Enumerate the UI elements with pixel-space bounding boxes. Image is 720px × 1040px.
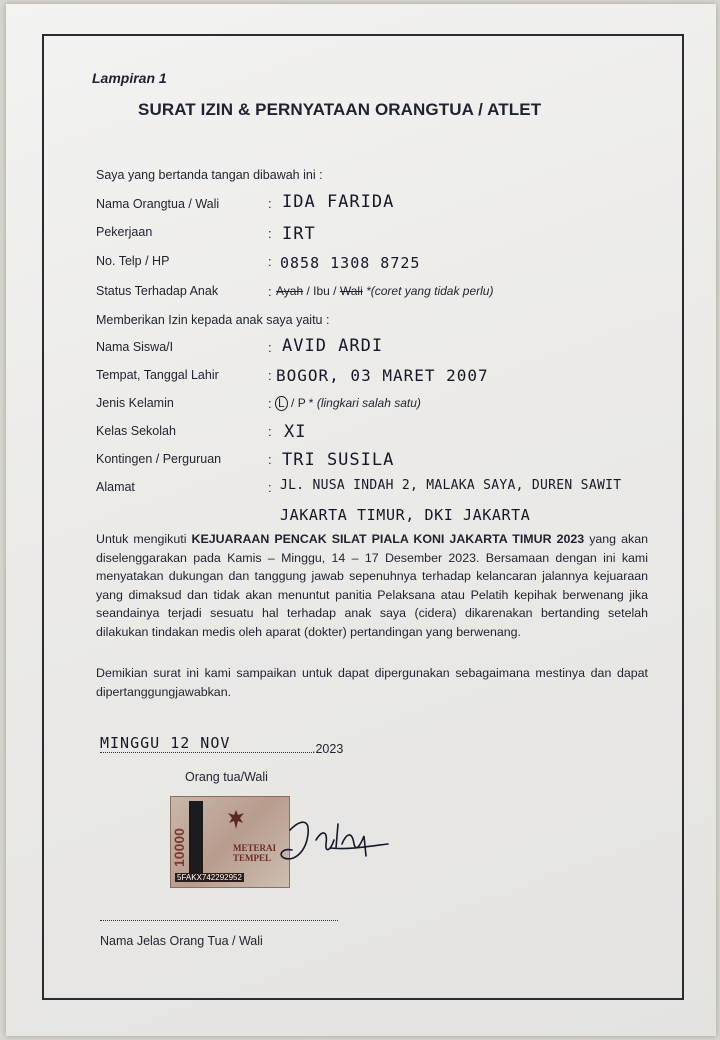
colon: : xyxy=(268,480,272,495)
separator: / xyxy=(329,284,340,298)
stamp-code: 5FAKX742292952 xyxy=(177,873,242,882)
colon: : xyxy=(268,254,272,269)
event-name: KEJUARAAN PENCAK SILAT PIALA KONI JAKARTA TIMUR 2023 xyxy=(191,532,585,546)
status-ayah: Ayah xyxy=(276,284,304,298)
contingent-label: Kontingen / Perguruan xyxy=(96,452,222,466)
phone-value: 0858 1308 8725 xyxy=(280,254,421,272)
colon: : xyxy=(268,226,272,241)
stamp-text-line-2: TEMPEL xyxy=(233,853,272,863)
address-line-1: JL. NUSA INDAH 2, MALAKA SAYA, DUREN SAWIT xyxy=(280,478,622,493)
intro-text: Saya yang bertanda tangan dibawah ini : xyxy=(96,168,323,182)
date-handwritten: MINGGU 12 NOV xyxy=(100,734,231,752)
occupation-label: Pekerjaan xyxy=(96,225,153,239)
signer-role: Orang tua/Wali xyxy=(185,770,268,784)
colon: : xyxy=(268,340,272,355)
gender-options xyxy=(275,396,421,411)
lampiran-label: Lampiran 1 xyxy=(92,70,167,86)
garuda-emblem-icon xyxy=(223,807,249,833)
name-dotted-line xyxy=(100,920,338,921)
document-title: SURAT IZIN & PERNYATAAN ORANGTUA / ATLET xyxy=(138,100,542,119)
status-label: Status Terhadap Anak xyxy=(96,284,219,298)
stamp-number: 10000 xyxy=(171,828,187,867)
colon: : xyxy=(268,452,272,467)
closing-paragraph xyxy=(96,664,648,701)
colon: : xyxy=(268,396,272,411)
stamp-security-bar xyxy=(189,801,203,879)
birth-label: Tempat, Tanggal Lahir xyxy=(96,368,219,382)
colon: : xyxy=(268,368,272,383)
phone-label: No. Telp / HP xyxy=(96,254,170,268)
gender-rest: / P * xyxy=(287,396,317,410)
contingent-value: TRI SUSILA xyxy=(282,450,395,470)
status-options xyxy=(276,284,493,298)
class-value: XI xyxy=(284,422,307,442)
student-name-label: Nama Siswa/I xyxy=(96,340,174,354)
parent-name-label: Nama Orangtua / Wali xyxy=(96,197,220,211)
occupation-value: IRT xyxy=(282,224,316,244)
birth-value: BOGOR, 03 MARET 2007 xyxy=(276,366,489,385)
body-rest: yang akan diselenggarakan pada Kamis – Minggu, 14 – 17 Desember 2023. Bersamaan dengan ini kami menyatakan dukungan dan tanggung jawab sepenuhnya terhadap kelancaran jalannya kejuaraan yang dimaksud dan tidak akan menuntut panitia Pelaksana atau Pelatih kepihak berwenang jika seandainya terjadi sesuatu hal terhadap anak saya (cidera) dikarenakan bertanding setelah dilakukan tindakan medis oleh aparat (dokter) pertandingan yang berwenang. xyxy=(96,532,648,639)
address-line-2: JAKARTA TIMUR, DKI JAKARTA xyxy=(280,506,531,524)
gender-label: Jenis Kelamin xyxy=(96,396,174,410)
colon: : xyxy=(268,424,272,439)
date-year: .2023 xyxy=(312,742,344,756)
signature-icon xyxy=(270,800,400,880)
student-name-value: AVID ARDI xyxy=(282,336,384,356)
class-label: Kelas Sekolah xyxy=(96,424,176,438)
body-pre: Untuk mengikuti xyxy=(96,532,192,546)
gender-note: (lingkari salah satu) xyxy=(316,396,421,410)
date-dotted-line xyxy=(100,752,312,753)
stamp-text-line-1: METERAI xyxy=(233,843,277,853)
status-note: *(coret yang tidak perlu) xyxy=(362,284,494,298)
address-label: Alamat xyxy=(96,480,135,494)
status-wali: Wali xyxy=(339,284,363,298)
colon: : xyxy=(268,284,272,299)
separator: / xyxy=(303,284,314,298)
name-label: Nama Jelas Orang Tua / Wali xyxy=(100,934,263,948)
status-ibu: Ibu xyxy=(313,284,330,298)
permission-text: Memberikan Izin kepada anak saya yaitu : xyxy=(96,313,330,327)
parent-name-value: IDA FARIDA xyxy=(282,192,395,212)
colon: : xyxy=(268,196,272,211)
statement-paragraph xyxy=(96,530,648,642)
closing-text: Demikian surat ini kami sampaikan untuk dapat dipergunakan sebagaimana mestinya dan dapat dipertanggungjawabkan. xyxy=(96,666,648,699)
gender-l-circled: L xyxy=(275,396,288,411)
